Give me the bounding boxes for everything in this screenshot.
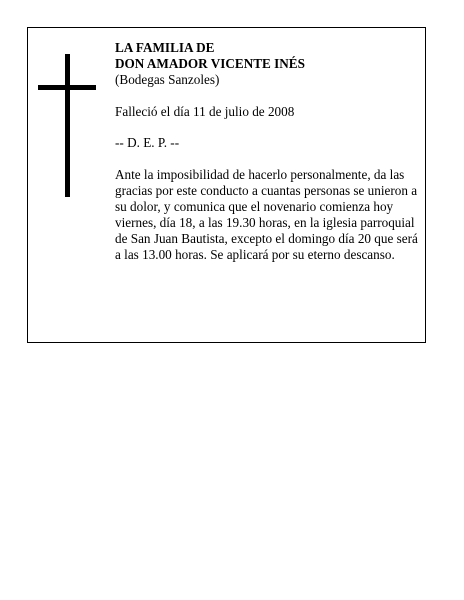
rip-line: -- D. E. P. --	[115, 135, 180, 150]
cross-vertical-bar	[65, 54, 70, 197]
death-date: Falleció el día 11 de julio de 2008	[115, 104, 295, 119]
notice-message: Ante la imposibilidad de hacerlo personalmente, da las gracias por este conducto a cuantas personas se unieron a su dolor, y comunica que el novenario comienza hoy viernes, día 18, a las 19.30 horas, en la iglesia parroquial de San Juan Bautista, excepto el domingo día 20 que será a las 13.00 horas. Se aplicará por su eterno descanso.	[115, 167, 418, 262]
cross-horizontal-bar	[38, 85, 96, 90]
obituary-notice	[27, 27, 426, 343]
notice-text	[115, 40, 420, 263]
deceased-name: DON AMADOR VICENTE INÉS	[115, 56, 305, 71]
cross-icon	[28, 28, 29, 29]
family-heading-line1: LA FAMILIA DE	[115, 40, 215, 55]
company-name: (Bodegas Sanzoles)	[115, 72, 220, 87]
